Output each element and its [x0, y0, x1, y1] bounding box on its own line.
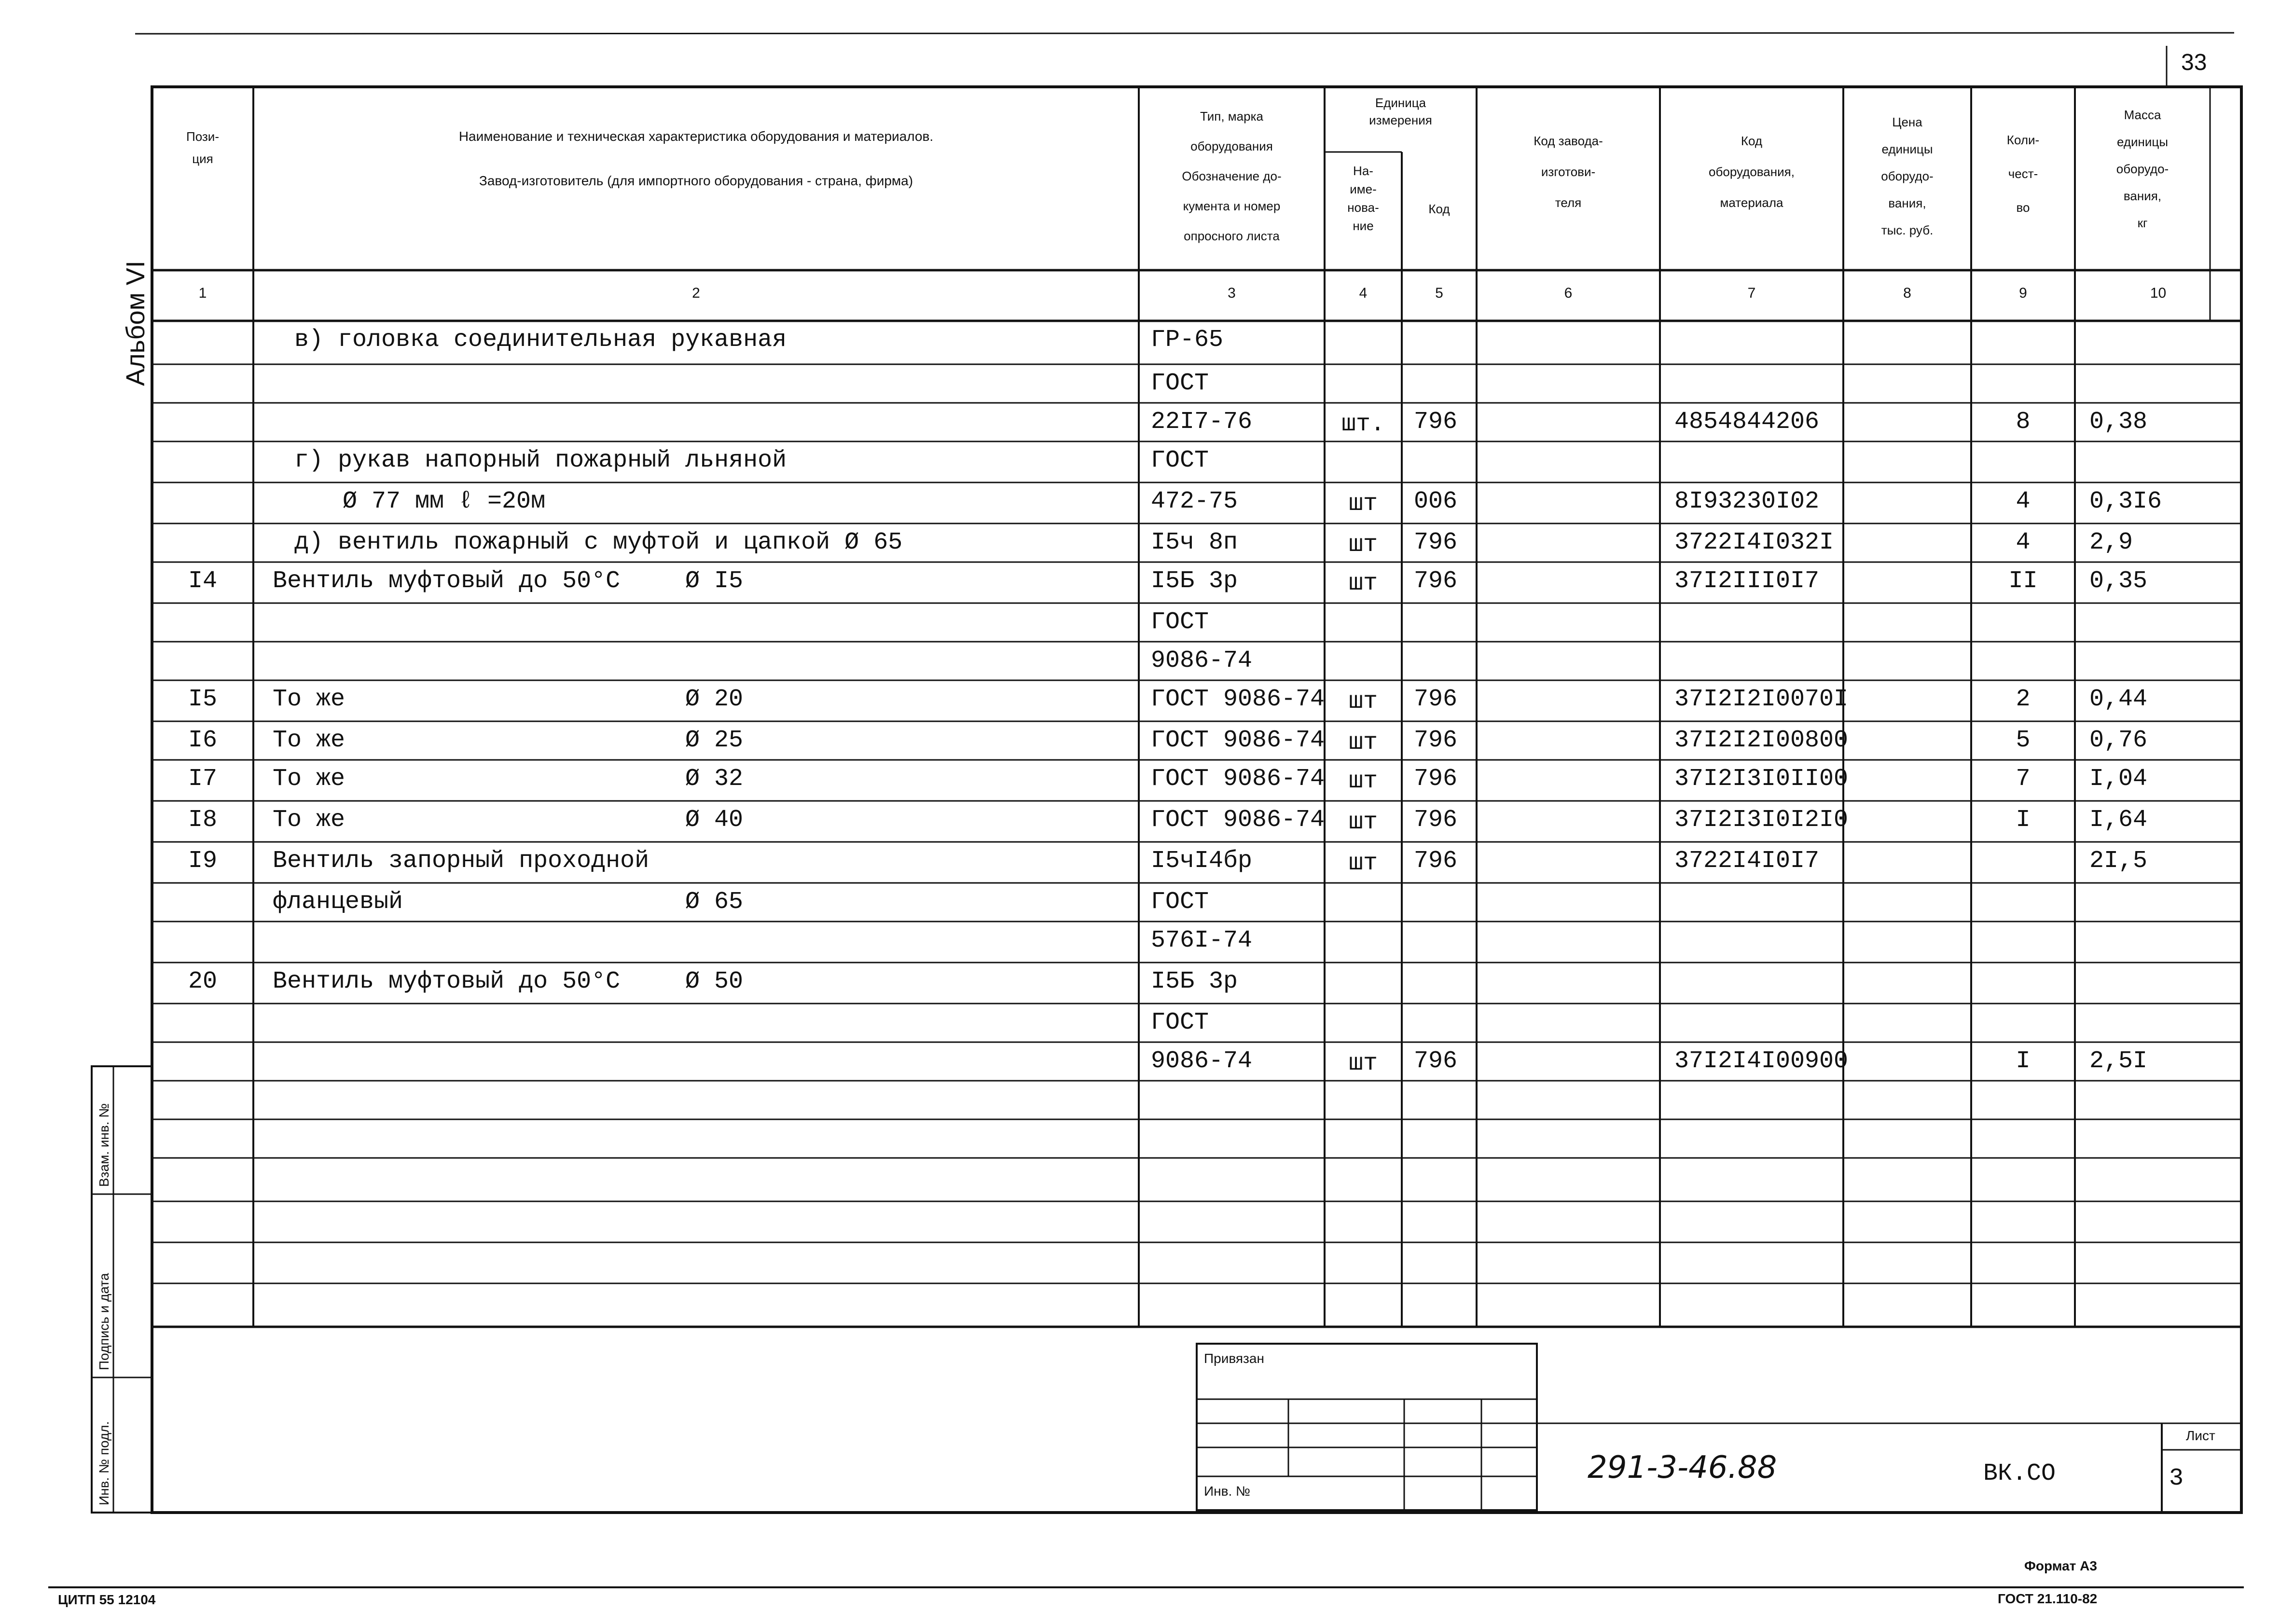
row-quantity: II: [2008, 567, 2038, 595]
header-unit-name: На- име- нова- ние: [1347, 164, 1379, 233]
row-position: I9: [188, 847, 217, 875]
row-type: ГОСТ: [1151, 370, 1209, 397]
row-type: ГОСТ 9086-74: [1151, 806, 1325, 834]
row-unit: шт: [1348, 768, 1378, 795]
row-diameter: Ø 25: [685, 727, 744, 754]
corner-sheet-number: 33: [2181, 50, 2207, 75]
row-type: ГОСТ 9086-74: [1151, 765, 1325, 793]
header-unit-code: Код: [1428, 202, 1450, 216]
row-quantity: 8: [2016, 408, 2031, 436]
header-name: Наименование и техническая характеристика оборудования и материалов. Завод-изготовитель (для импортного оборудования - страна, фирма): [458, 129, 934, 188]
row-equipment-code: 37I2I3I0II00: [1674, 765, 1849, 793]
row-type: 22I7-76: [1151, 408, 1253, 436]
row-type: I5ч 8п: [1151, 529, 1238, 556]
row-name: То же: [273, 686, 345, 713]
row-unit: шт: [1348, 490, 1378, 518]
row-mass: 0,76: [2089, 727, 2148, 754]
row-quantity: 7: [2016, 765, 2031, 793]
header-position: Пози- ция: [186, 129, 219, 166]
row-diameter: Ø I5: [685, 567, 744, 595]
footer-standard: ГОСТ 21.110-82: [1998, 1591, 2098, 1606]
row-type: ГОСТ: [1151, 888, 1209, 916]
row-unit: шт: [1348, 1050, 1378, 1077]
row-quantity: 2: [2016, 686, 2031, 713]
row-equipment-code: 8I93230I02: [1674, 488, 1820, 515]
row-type: 472-75: [1151, 488, 1238, 515]
column-number: 10: [2150, 285, 2167, 301]
row-equipment-code: 37I2I3I0I2I0: [1674, 806, 1849, 834]
row-position: I6: [188, 727, 217, 754]
row-quantity: 4: [2016, 529, 2031, 556]
row-type: I5Б 3р: [1151, 968, 1238, 995]
row-name: в) головка соединительная рукавная: [294, 326, 787, 354]
column-number: 3: [1228, 285, 1236, 301]
row-diameter: Ø 50: [685, 968, 744, 995]
column-number: 4: [1359, 285, 1368, 301]
row-unit-code: 796: [1414, 765, 1458, 793]
row-equipment-code: 37I2I2I00800: [1674, 727, 1849, 754]
column-number: 1: [198, 285, 207, 301]
sheet-label: Лист: [2186, 1428, 2215, 1443]
row-quantity: I: [2016, 1047, 2031, 1075]
row-mass: I,64: [2089, 806, 2148, 834]
row-position: I5: [188, 686, 217, 713]
header-quantity: Коли- чест- во: [2006, 133, 2040, 215]
row-quantity: I: [2016, 806, 2031, 834]
row-name: То же: [273, 727, 345, 754]
margin-label-signature-date: Подпись и дата: [97, 1273, 111, 1370]
row-position: 20: [188, 968, 217, 995]
stamp-inv-no: Инв. №: [1204, 1484, 1251, 1499]
row-equipment-code: 3722I4I0I7: [1674, 847, 1820, 875]
row-unit: шт: [1348, 850, 1378, 877]
row-diameter: Ø 65: [685, 888, 744, 916]
row-mass: 2I,5: [2089, 847, 2148, 875]
row-type: I5Б 3р: [1151, 567, 1238, 595]
row-equipment-code: 37I2III0I7: [1674, 567, 1820, 595]
row-name: фланцевый: [273, 888, 403, 916]
row-name: То же: [273, 765, 345, 793]
header-price: Цена единицы оборудо- вания, тыс. руб.: [1881, 115, 1934, 237]
column-number: 2: [692, 285, 700, 301]
row-type: ГР-65: [1151, 326, 1224, 354]
row-equipment-code: 3722I4I032I: [1674, 529, 1834, 556]
row-type: ГОСТ 9086-74: [1151, 727, 1325, 754]
row-name: Вентиль муфтовый до 50°С: [273, 968, 621, 995]
row-unit: шт: [1348, 809, 1378, 836]
row-name: д) вентиль пожарный с муфтой и цапкой Ø 65: [294, 529, 903, 556]
row-unit-code: 796: [1414, 727, 1458, 754]
header-mass: Масса единицы оборудо- вания, кг: [2116, 108, 2169, 230]
header-plant-code: Код завода- изготови- теля: [1534, 134, 1603, 210]
row-equipment-code: 4854844206: [1674, 408, 1820, 436]
document-number: 291-3-46.88: [1588, 1450, 1777, 1486]
row-diameter: Ø 20: [685, 686, 744, 713]
row-mass: 2,5I: [2089, 1047, 2148, 1075]
row-position: I7: [188, 765, 217, 793]
footer-format: Формат А3: [2024, 1558, 2097, 1573]
row-name: Вентиль муфтовый до 50°С: [273, 567, 621, 595]
row-type: I5чI4бр: [1151, 847, 1253, 875]
row-mass: 0,3I6: [2089, 488, 2162, 515]
row-unit: шт: [1348, 729, 1378, 757]
row-name: То же: [273, 806, 345, 834]
row-position: I8: [188, 806, 217, 834]
row-diameter: Ø 32: [685, 765, 744, 793]
row-name: Вентиль запорный проходной: [273, 847, 649, 875]
header-type: Тип, марка оборудования Обозначение до- кумента и номер опросного листа: [1182, 109, 1282, 243]
row-quantity: 5: [2016, 727, 2031, 754]
row-type: ГОСТ: [1151, 447, 1209, 474]
row-type: 576I-74: [1151, 927, 1253, 954]
row-equipment-code: 37I2I4I00900: [1674, 1047, 1849, 1075]
margin-label-inv-podl: Инв. № подл.: [97, 1421, 111, 1505]
row-mass: I,04: [2089, 765, 2148, 793]
row-unit-code: 006: [1414, 488, 1458, 515]
header-unit-group: Единица измерения: [1369, 96, 1432, 127]
row-mass: 0,44: [2089, 686, 2148, 713]
footer-left: ЦИТП 55 12104: [58, 1592, 156, 1607]
row-type: ГОСТ: [1151, 1009, 1209, 1036]
column-number: 5: [1435, 285, 1443, 301]
row-type: 9086-74: [1151, 1047, 1253, 1075]
column-number: 9: [2019, 285, 2027, 301]
row-equipment-code: 37I2I2I0070I: [1674, 686, 1849, 713]
row-quantity: 4: [2016, 488, 2031, 515]
row-unit: шт: [1348, 688, 1378, 716]
row-mass: 0,35: [2089, 567, 2148, 595]
row-diameter: Ø 40: [685, 806, 744, 834]
document-code: ВК.СО: [1983, 1460, 2056, 1487]
row-unit: шт: [1348, 531, 1378, 559]
stamp-privyazan: Привязан: [1204, 1351, 1264, 1366]
row-position: I4: [188, 567, 217, 595]
row-unit: шт.: [1341, 411, 1385, 438]
row-mass: 2,9: [2089, 529, 2133, 556]
margin-label-vzam-inv: Взам. инв. №: [97, 1103, 111, 1187]
sheet-number: 3: [2169, 1465, 2184, 1492]
row-unit-code: 796: [1414, 567, 1458, 595]
row-unit-code: 796: [1414, 806, 1458, 834]
row-unit-code: 796: [1414, 408, 1458, 436]
row-unit-code: 796: [1414, 1047, 1458, 1075]
header-equipment-code: Код оборудования, материала: [1709, 134, 1795, 210]
column-number: 6: [1564, 285, 1573, 301]
row-unit: шт: [1348, 570, 1378, 597]
column-number: 7: [1747, 285, 1756, 301]
row-name: Ø 77 мм ℓ =20м: [343, 488, 546, 515]
row-unit-code: 796: [1414, 847, 1458, 875]
row-name: г) рукав напорный пожарный льняной: [294, 447, 787, 474]
album-label: Альбом VI: [121, 261, 150, 386]
row-mass: 0,38: [2089, 408, 2148, 436]
row-type: ГОСТ: [1151, 608, 1209, 636]
column-number: 8: [1903, 285, 1911, 301]
row-type: 9086-74: [1151, 647, 1253, 674]
row-type: ГОСТ 9086-74: [1151, 686, 1325, 713]
row-unit-code: 796: [1414, 529, 1458, 556]
row-unit-code: 796: [1414, 686, 1458, 713]
